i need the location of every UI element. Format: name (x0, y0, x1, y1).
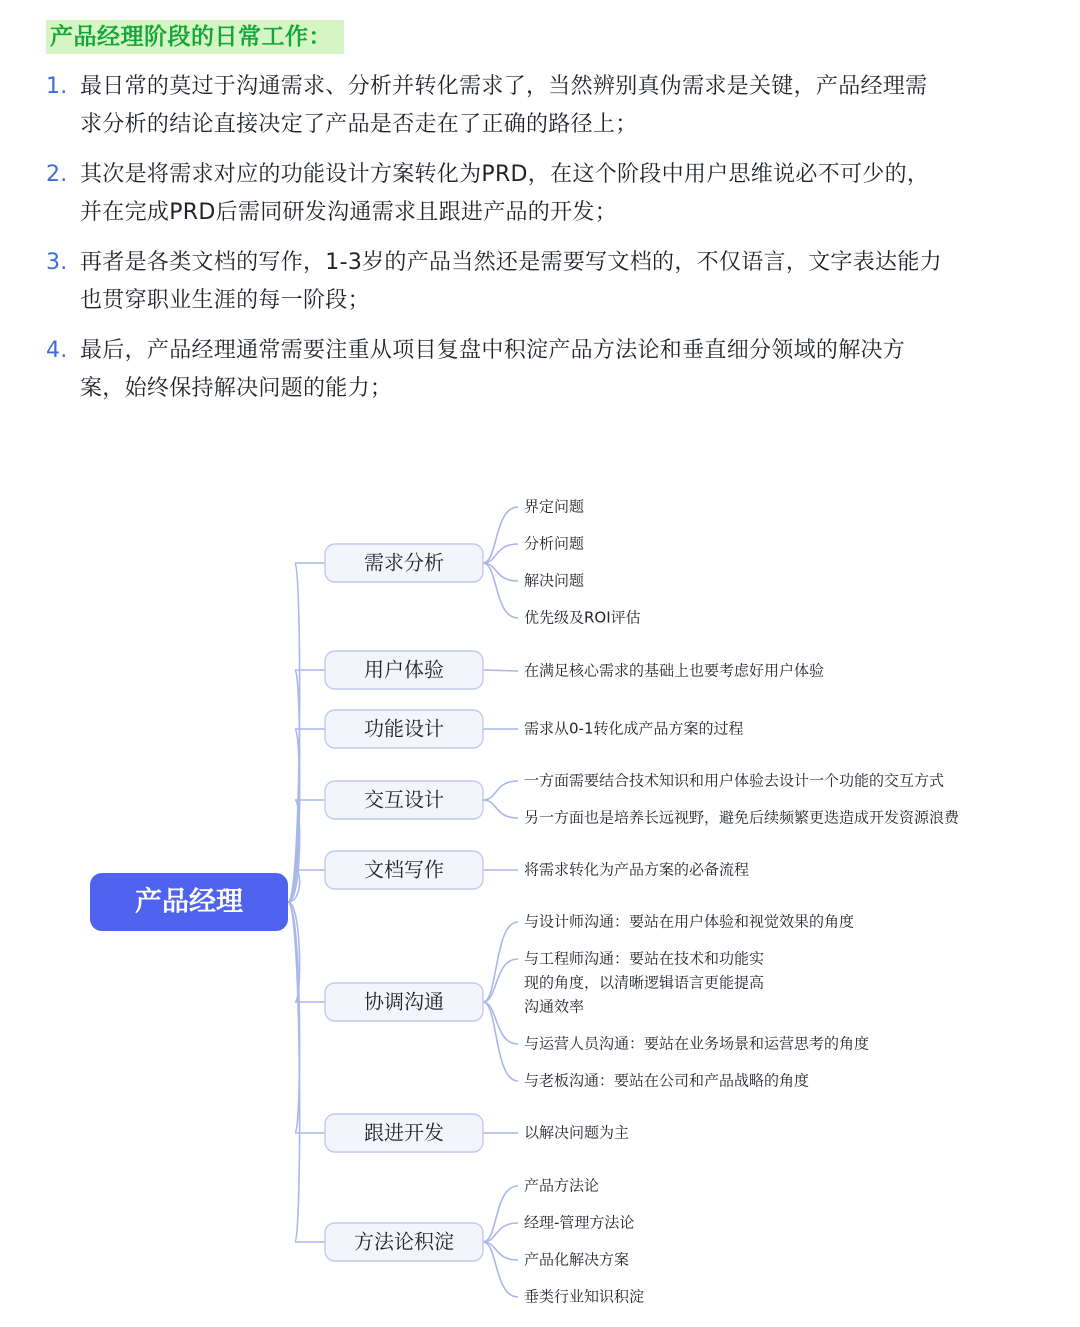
edges (288, 507, 518, 1297)
branch-leaf-edge (483, 781, 518, 800)
branch-leaf-edge (483, 959, 518, 1002)
branch-label: 功能设计 (364, 716, 444, 741)
list-number: 4. (46, 338, 68, 363)
leaf-label: 与运营人员沟通：要站在业务场景和运营思考的角度 (524, 1034, 870, 1053)
leaf-label: 与设计师沟通：要站在用户体验和视觉效果的角度 (524, 912, 855, 931)
leaf-label: 以解决问题为主 (524, 1123, 630, 1142)
branch-label: 交互设计 (364, 787, 444, 812)
leaf-label: 产品化解决方案 (524, 1250, 630, 1269)
section-heading: 产品经理阶段的日常工作： (46, 20, 344, 54)
root-branch-edge (288, 902, 325, 1242)
list-number: 1. (46, 74, 68, 99)
leaf-label: 在满足核心需求的基础上也要考虑好用户体验 (524, 661, 825, 680)
branch-leaf-edge (483, 1002, 518, 1044)
leaf-label: 经理-管理方法论 (524, 1213, 635, 1232)
branch-leaf-edge (483, 1242, 518, 1297)
branch-leaf-edge (483, 563, 518, 618)
leaf-label: 沟通效率 (524, 997, 585, 1016)
list-line: 并在完成PRD后需同研发沟通需求且跟进产品的开发； (80, 200, 617, 225)
leaf-label: 将需求转化为产品方案的必备流程 (524, 860, 750, 879)
leaf-label: 产品方法论 (524, 1176, 600, 1195)
branch-leaf-edge (483, 670, 518, 671)
branch-leaf-edge (483, 507, 518, 563)
leaf-label: 界定问题 (524, 497, 585, 516)
root-branch-edge (288, 670, 325, 902)
leaf-label: 分析问题 (524, 534, 585, 553)
leaf-label: 解决问题 (524, 571, 585, 590)
list-line: 案，始终保持解决问题的能力； (80, 376, 393, 401)
branch-label: 跟进开发 (364, 1120, 444, 1145)
branch-label: 文档写作 (364, 857, 444, 882)
leaf-label: 现的角度，以清晰逻辑语言更能提高 (524, 973, 765, 992)
list-line: 最日常的莫过于沟通需求、分析并转化需求了，当然辨别真伪需求是关键，产品经理需 (80, 74, 928, 99)
leaf-label: 另一方面也是培养长远视野，避免后续频繁更迭造成开发资源浪费 (524, 808, 960, 827)
leaf-label: 优先级及ROI评估 (524, 608, 641, 627)
leaf-label: 垂类行业知识积淀 (524, 1287, 645, 1306)
branch-label: 方法论积淀 (354, 1229, 454, 1254)
branch-label: 用户体验 (364, 657, 444, 682)
list-line: 求分析的结论直接决定了产品是否走在了正确的路径上； (80, 112, 638, 137)
branch-label: 协调沟通 (364, 989, 444, 1014)
branch-label: 需求分析 (364, 550, 444, 575)
list-line: 其次是将需求对应的功能设计方案转化为PRD，在这个阶段中用户思维说必不可少的， (80, 162, 930, 187)
list-line: 也贯穿职业生涯的每一阶段； (80, 288, 370, 313)
branch-leaf-edge (483, 1186, 518, 1242)
leaf-label: 与工程师沟通：要站在技术和功能实 (524, 949, 765, 968)
leaf-label: 与老板沟通：要站在公司和产品战略的角度 (524, 1071, 810, 1090)
list-line: 最后，产品经理通常需要注重从项目复盘中积淀产品方法论和垂直细分领域的解决方 (80, 338, 906, 363)
branch-leaf-edge (483, 800, 518, 818)
root-label: 产品经理 (135, 886, 243, 918)
branch-leaf-edge (483, 1002, 518, 1081)
branch-leaf-edge (483, 922, 518, 1002)
leaf-label: 需求从0-1转化成产品方案的过程 (524, 719, 744, 738)
list-number: 3. (46, 250, 68, 275)
list-number: 2. (46, 162, 68, 187)
leaf-label: 一方面需要结合技术知识和用户体验去设计一个功能的交互方式 (524, 771, 945, 790)
list-line: 再者是各类文档的写作，1-3岁的产品当然还是需要写文档的，不仅语言，文字表达能力 (80, 250, 942, 275)
root-branch-edge (288, 563, 325, 902)
root-branch-edge (288, 902, 325, 1133)
